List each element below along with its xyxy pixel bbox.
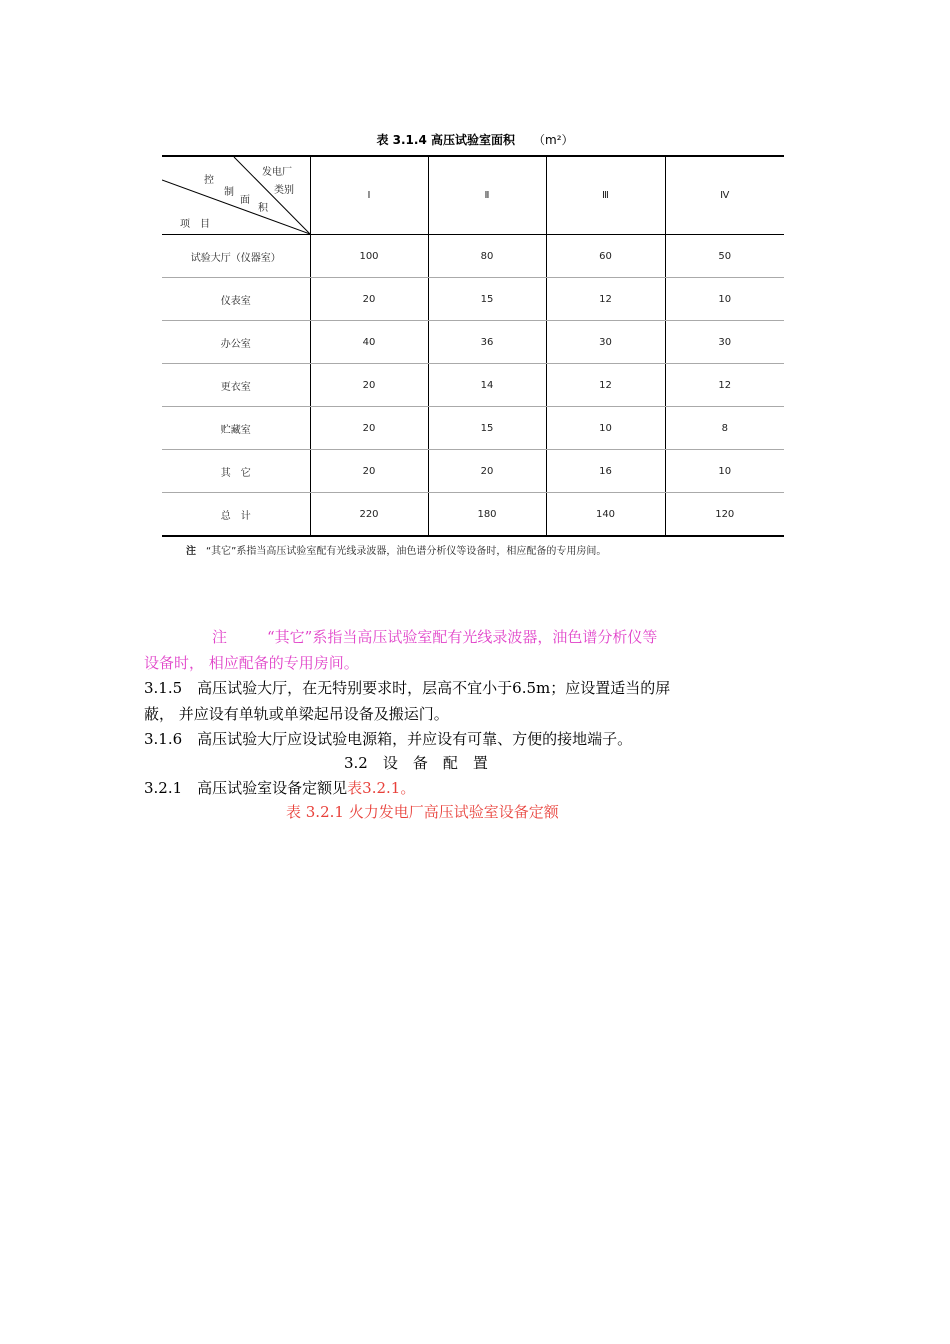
cell-value: 20 [310,407,428,450]
row-label: 贮藏室 [162,407,310,450]
cell-value: 12 [546,364,665,407]
diagonal-header-cell [162,156,310,235]
row-label: 更衣室 [162,364,310,407]
cell-value: 12 [546,278,665,321]
cell-value: 120 [665,493,784,537]
clause-3-1-5-line-1: 3.1.5 高压试验大厅，在无特别要求时，层高不宜小于6.5m；应设置适当的屏 [144,679,671,697]
cell-value: 30 [665,321,784,364]
table-title [0,131,950,148]
note-line-2: 设备时， 相应配备的专用房间。 [144,654,359,672]
row-label: 试验大厅（仪器室） [162,235,310,278]
clause-3-2-1 [144,777,415,798]
cell-value: 10 [546,407,665,450]
cell-value: 36 [428,321,546,364]
cell-value: 180 [428,493,546,537]
clause-3-1-6: 3.1.6 高压试验大厅应设试验电源箱，并应设有可靠、方便的接地端子。 [144,730,633,748]
note-line-1 [212,626,657,647]
area-table [162,155,784,537]
cell-value: 100 [310,235,428,278]
section-heading: 3.2 设 备 配 置 [344,754,488,772]
cell-value: 20 [428,450,546,493]
header-mid-4: 积 [258,203,268,214]
cell-value: 8 [665,407,784,450]
header-top-right-2: 类别 [274,185,294,196]
cell-value: 140 [546,493,665,537]
table-row [162,278,784,321]
table-footnote-text: “其它”系指当高压试验室配有光线录波器，油色谱分析仪等设备时，相应配备的专用房间。 [206,546,607,557]
column-header: Ⅳ [665,156,784,235]
next-table-title: 表 3.2.1 火力发电厂高压试验室设备定额 [286,803,559,821]
table-row [162,321,784,364]
clause-3-1-5-line-2: 蔽， 并应设有单轨或单梁起吊设备及搬运门。 [144,705,449,723]
row-label: 总 计 [220,510,251,522]
cell-value: 10 [665,450,784,493]
table-footnote [186,542,606,557]
cell-value: 40 [310,321,428,364]
header-mid-1: 控 [204,175,214,186]
cell-value: 20 [310,450,428,493]
cell-value: 16 [546,450,665,493]
cell-value: 50 [665,235,784,278]
cell-value: 20 [310,364,428,407]
header-top-right: 发电厂 [262,167,292,178]
cell-value: 12 [665,364,784,407]
row-label: 办公室 [162,321,310,364]
cell-value: 10 [665,278,784,321]
row-label: 其 它 [162,450,310,493]
cell-value: 15 [428,278,546,321]
table-title-text: 表 3.1.4 高压试验室面积 [376,133,515,147]
column-header: I [310,156,428,235]
cell-value: 220 [310,493,428,537]
header-bottom-left: 项 目 [180,219,210,230]
note-label: 注 [212,628,228,646]
table-row [162,235,784,278]
header-mid-3: 面 [240,195,250,206]
table-unit: （m²） [533,133,574,147]
cell-value: 60 [546,235,665,278]
table-reference-link[interactable]: 表3.2.1。 [347,779,416,797]
row-label: 仪表室 [162,278,310,321]
cell-value: 80 [428,235,546,278]
cell-value: 14 [428,364,546,407]
table-header-row [162,156,784,235]
clause-3-2-1-text: 3.2.1 高压试验室设备定额见 [144,779,348,797]
note-text: “其它”系指当高压试验室配有光线录波器，油色谱分析仪等 [267,628,658,646]
table-row [162,450,784,493]
table-row [162,364,784,407]
table-row [162,493,784,537]
column-header: Ⅱ [428,156,546,235]
cell-value: 15 [428,407,546,450]
table-footnote-label: 注 [186,546,196,557]
column-header: Ⅲ [546,156,665,235]
cell-value: 30 [546,321,665,364]
header-mid-2: 制 [224,187,234,198]
cell-value: 20 [310,278,428,321]
table-row [162,407,784,450]
